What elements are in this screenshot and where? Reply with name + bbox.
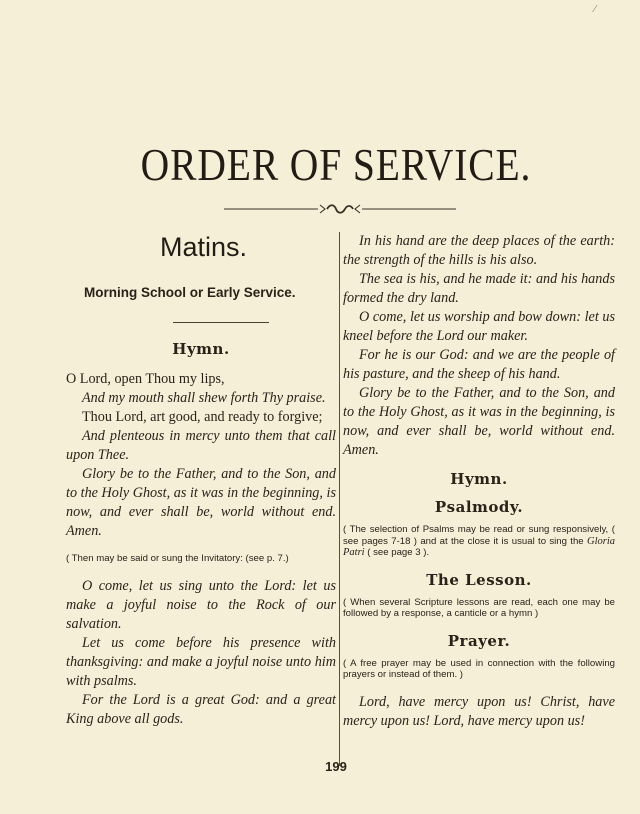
versicle: O Lord, open Thou my lips, <box>66 371 225 387</box>
gloria-patri-italic: Gloria Patri <box>343 535 615 558</box>
response: And my mouth shall shew forth Thy praise. <box>82 390 326 406</box>
psalm-verse: O come, let us worship and bow down: let us kneel before the Lord our maker. <box>343 309 615 344</box>
response: And plenteous in mercy unto them that call upon Thee. <box>66 428 336 463</box>
psalm-verse: In his hand are the deep places of the earth: the strength of the hills is his also. <box>343 233 615 268</box>
prayer-heading: Prayer. <box>447 631 511 650</box>
gloria-patri: Glory be to the Father, and to the Son, and to the Holy Ghost, as it was in the beginning, is now, and ever shall be, world without end. Amen. <box>66 466 336 539</box>
left-column <box>66 226 336 729</box>
hymn-heading: Hymn. <box>450 470 508 488</box>
rubric-invitatory: ( Then may be said or sung the Invitatory: (see p. 7.) <box>66 553 289 564</box>
page-number: 199 <box>325 759 347 774</box>
rubric-psalms: ( The selection of Psalms may be read or sung responsively, ( see pages 7-18 ) and at the close it is usual to sing the Gloria Patri ( see page 3 ). <box>343 524 615 558</box>
psalm-verse: For he is our God: and we are the people of his pasture, and the sheep of his hand. <box>343 347 615 382</box>
hymn-heading: Hymn. <box>172 340 230 358</box>
section-heading-matins: Matins. <box>160 232 248 262</box>
lesson-heading: The Lesson. <box>426 570 532 589</box>
psalm-verse: For the Lord is a great God: and a great King above all gods. <box>66 691 336 727</box>
page-title: ORDER OF SERVICE. <box>140 139 532 190</box>
psalm-verse: Let us come before his presence with thanksgiving: and make a joyful noise unto him with psalms. <box>66 634 336 689</box>
right-column <box>343 232 615 731</box>
rubric-lesson: ( When several Scripture lessons are read, each one may be followed by a response, a canticle or a hymn ) <box>343 596 615 619</box>
service-subheading: Morning School or Early Service. <box>84 285 296 300</box>
column-divider <box>339 232 340 766</box>
rubric-prayer: ( A free prayer may be used in connection with the following prayers or instead of them. ) <box>343 657 615 680</box>
short-rule <box>173 322 269 323</box>
margin-mark: ⁄ <box>594 4 596 15</box>
gloria-patri: Glory be to the Father, and to the Son, and to the Holy Ghost, as it was in the beginning, is now, and ever shall be, world without end. Amen. <box>343 385 615 458</box>
versicle: Thou Lord, art good, and ready to forgive; <box>82 409 323 425</box>
kyrie: Lord, have mercy upon us! Christ, have mercy upon us! Lord, have mercy upon us! <box>343 693 615 729</box>
psalm-verse: The sea is his, and he made it: and his hands formed the dry land. <box>343 271 615 306</box>
psalmody-heading: Psalmody. <box>434 498 524 516</box>
psalm-verse: O come, let us sing unto the Lord: let us make a joyful noise to the Rock of our salvation. <box>66 577 336 632</box>
title-ornament-divider <box>224 202 456 216</box>
